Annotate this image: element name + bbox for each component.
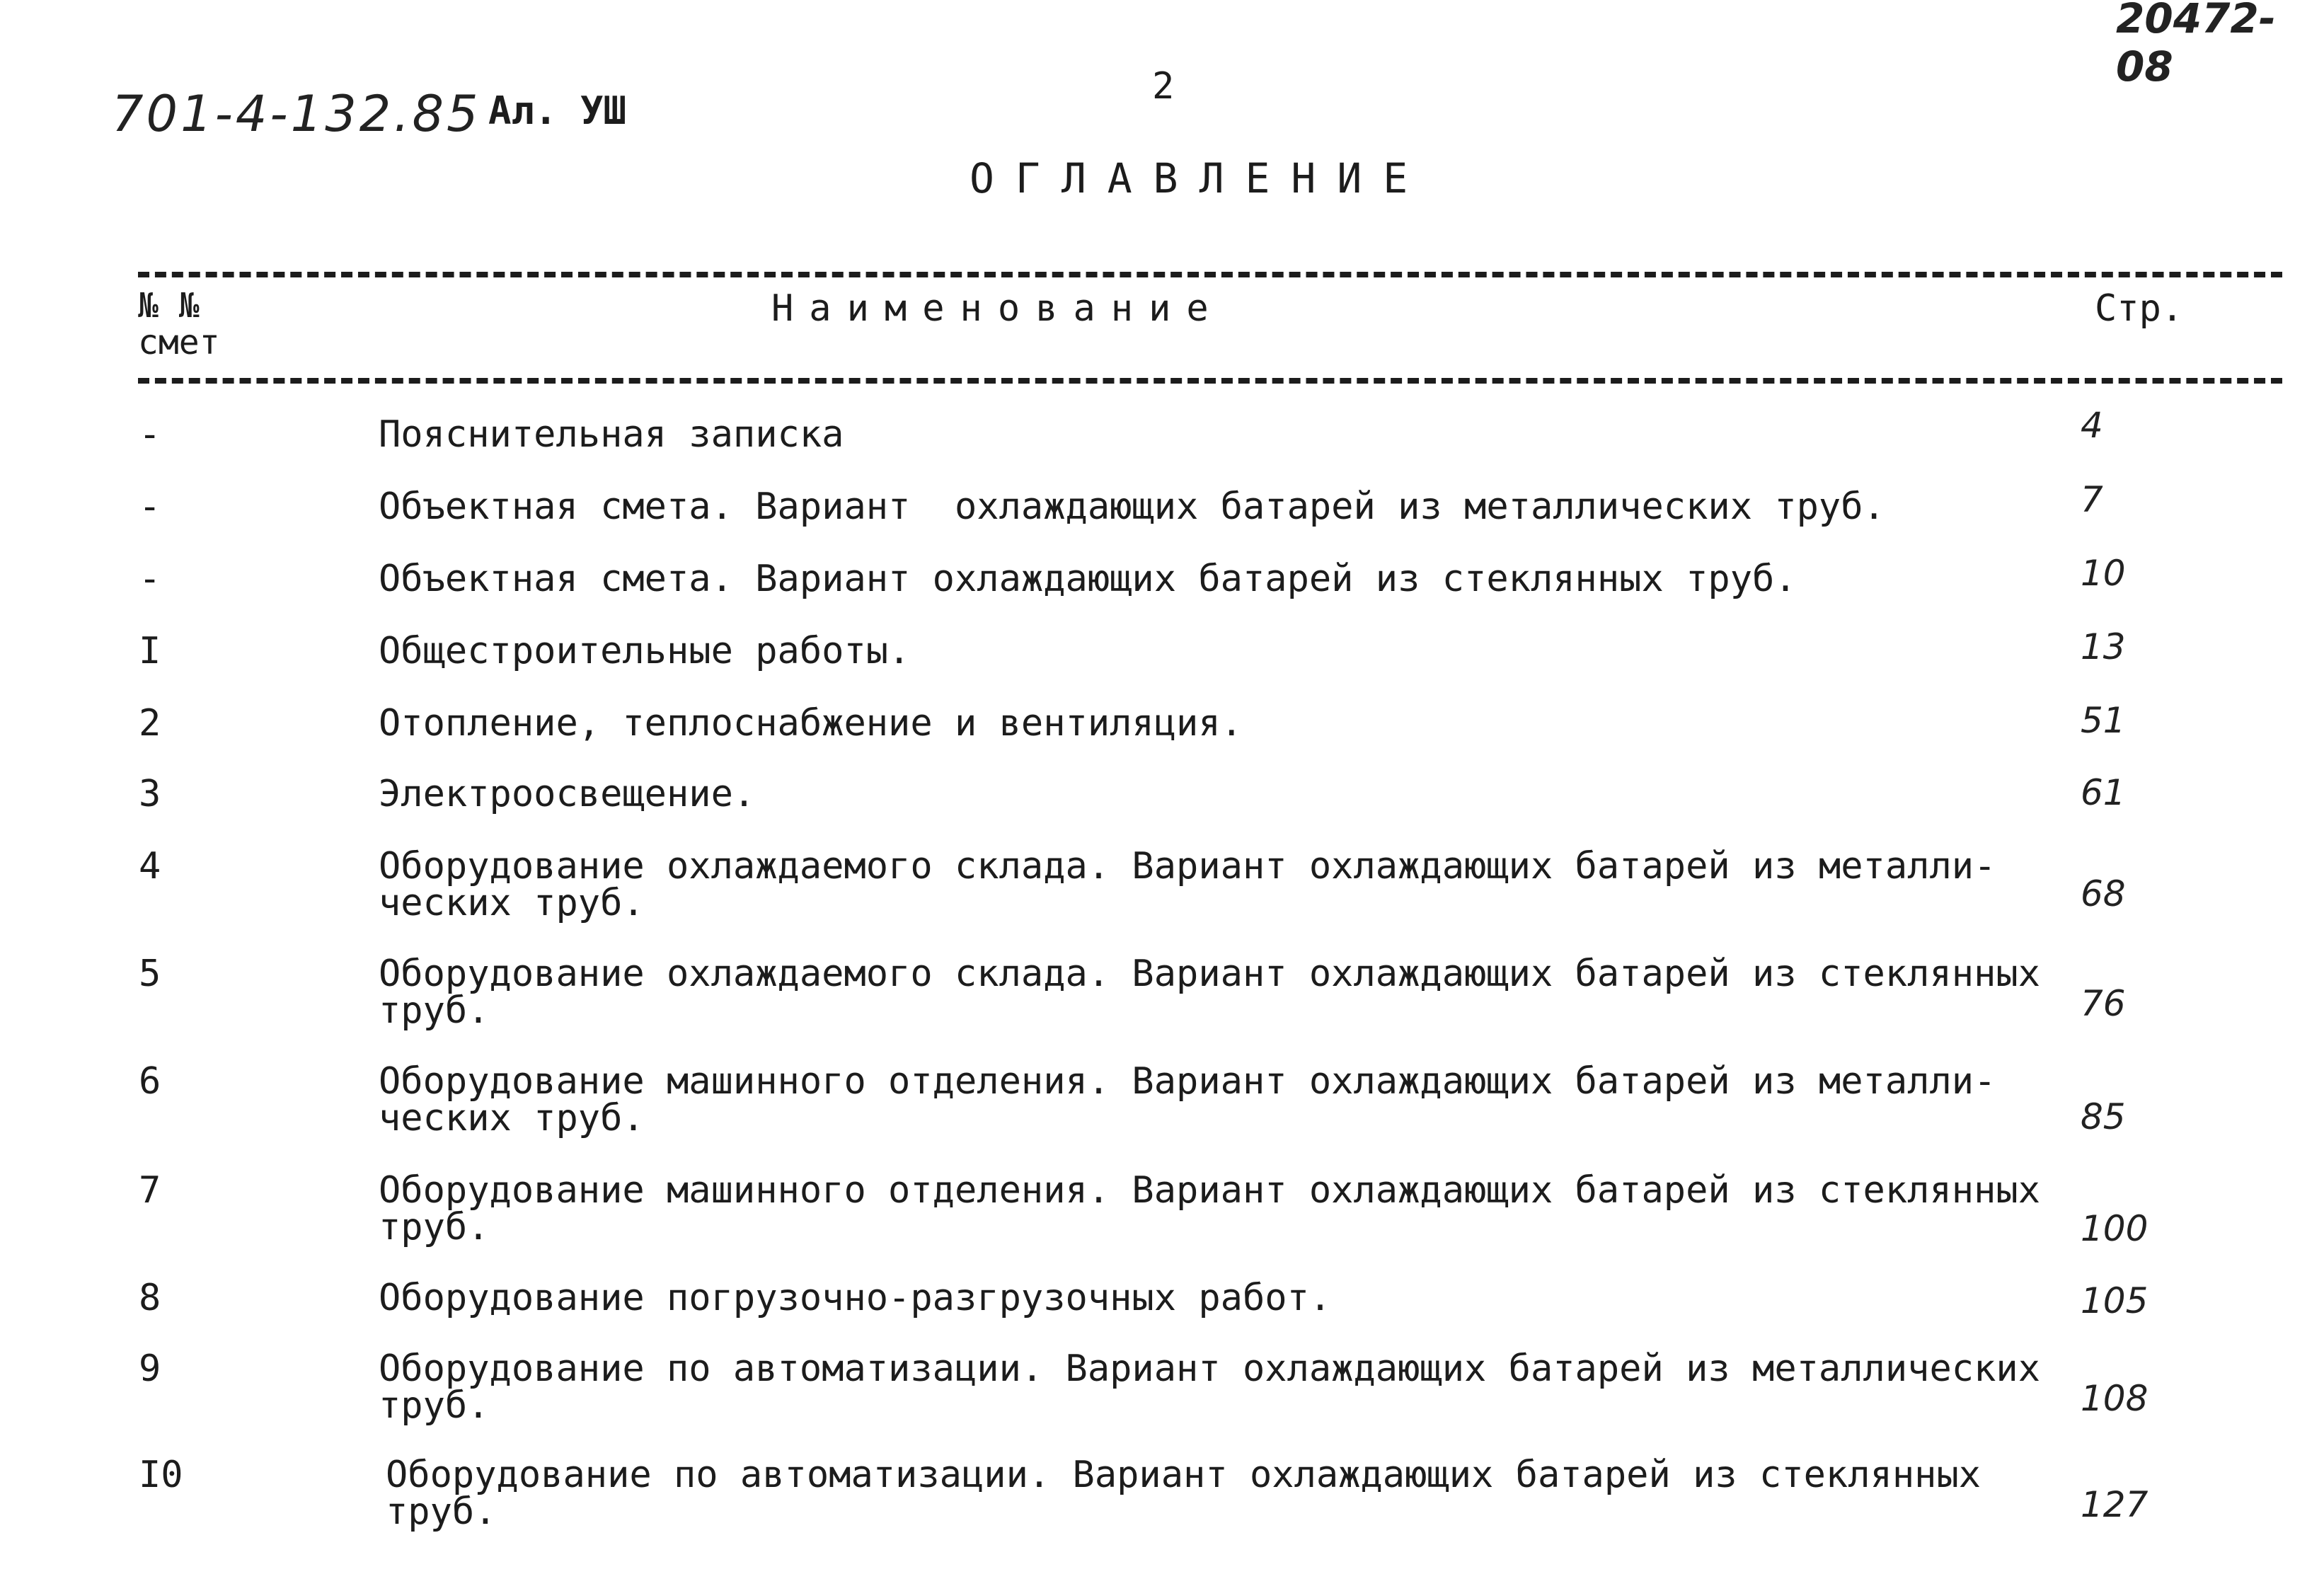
album-label: Ал. УШ <box>488 88 627 133</box>
row-number: 8 <box>139 1277 161 1319</box>
row-page: 13 <box>2081 626 2126 667</box>
row-number: I <box>139 630 161 672</box>
page-number: 2 <box>1152 65 1175 108</box>
row-number: 9 <box>139 1348 161 1390</box>
inventory-number: 20472-08 <box>2116 0 2276 91</box>
row-number: 5 <box>139 953 161 995</box>
row-page: 68 <box>2081 873 2126 914</box>
row-number: 7 <box>139 1169 161 1212</box>
row-number: I0 <box>139 1454 183 1496</box>
page-title: ОГЛАВЛЕНИЕ <box>970 154 1430 202</box>
row-number: 6 <box>139 1060 161 1103</box>
row-number: 2 <box>139 702 161 745</box>
row-number: - <box>139 558 161 600</box>
row-number: 4 <box>139 845 161 888</box>
table-header-rule <box>138 378 2282 384</box>
row-page: 105 <box>2081 1280 2148 1321</box>
row-title: Пояснительная записка <box>379 413 844 456</box>
row-title: Объектная смета. Вариант охлаждающих батарей из стеклянных труб. <box>379 558 1797 600</box>
row-page: 100 <box>2081 1208 2148 1249</box>
row-title: Общестроительные работы. <box>379 630 911 672</box>
row-page: 76 <box>2081 983 2126 1024</box>
document-code: 701-4-132.85 <box>112 85 481 143</box>
table-top-rule <box>138 272 2282 277</box>
row-title: Оборудование погрузочно-разгрузочных работ. <box>379 1277 1332 1319</box>
row-page: 85 <box>2081 1096 2126 1137</box>
row-page: 4 <box>2081 405 2103 446</box>
row-number: 3 <box>139 773 161 815</box>
row-page: 10 <box>2081 553 2126 594</box>
column-header-estimate-number-label: № № смет <box>138 286 220 362</box>
row-page: 108 <box>2081 1378 2148 1419</box>
row-title: Оборудование по автоматизации. Вариант охлаждающих батарей из стеклянных труб. <box>386 1454 1981 1533</box>
row-title: Оборудование машинного отделения. Вариант охлаждающих батарей из стеклянных труб. <box>379 1169 2040 1248</box>
row-number: - <box>139 413 161 456</box>
column-header-page: Стр. <box>2095 287 2184 330</box>
row-title: Электроосвещение. <box>379 773 756 815</box>
row-page: 7 <box>2081 479 2103 520</box>
row-page: 61 <box>2081 772 2126 813</box>
row-title: Объектная смета. Вариант охлаждающих батарей из металлических труб. <box>379 486 1885 528</box>
row-title: Оборудование охлаждаемого склада. Вариант охлаждающих батарей из металли- ческих труб. <box>379 845 1996 924</box>
row-page: 127 <box>2081 1484 2148 1525</box>
row-title: Отопление, теплоснабжение и вентиляция. <box>379 702 1243 745</box>
column-header-estimate-number <box>138 287 244 361</box>
column-header-name: Наименование <box>771 287 1224 330</box>
row-title: Оборудование по автоматизации. Вариант охлаждающих батарей из металлических труб. <box>379 1348 2040 1427</box>
row-page: 51 <box>2081 700 2126 741</box>
row-number: - <box>139 486 161 528</box>
row-title: Оборудование охлаждаемого склада. Вариант охлаждающих батарей из стеклянных труб. <box>379 953 2040 1032</box>
row-title: Оборудование машинного отделения. Вариант охлаждающих батарей из металли- ческих труб. <box>379 1060 1996 1139</box>
